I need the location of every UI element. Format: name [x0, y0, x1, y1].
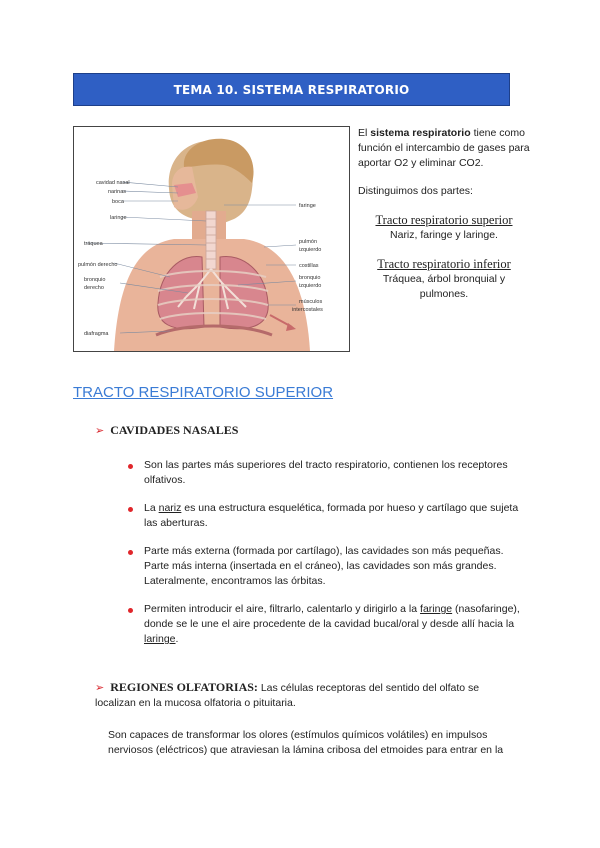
label-bronquio-izquierdo-2: izquierdo — [299, 283, 322, 289]
label-intercostales: intercostales — [292, 307, 323, 313]
label-costillas: costillas — [299, 263, 319, 269]
label-bronquio-derecho-2: derecho — [84, 285, 104, 291]
lower-tract-title: Tracto respiratorio inferior — [377, 257, 511, 271]
bullet-text: . — [175, 633, 179, 645]
bullet-text: (nasofaringe), donde se le une el aire procedente de la cavidad bucal/oral y desde allí hacia la — [144, 603, 520, 630]
olfatorio-paragraph: Son capaces de transformar los olores (estímulos químicos volátiles) en impulsos nerviosos (eléctricos) que atraviesan la lámina cribosa del etmoides para entrar en la — [108, 729, 504, 756]
intro-paragraph — [358, 126, 530, 171]
bullet-icon — [128, 608, 133, 613]
list-item — [128, 602, 523, 647]
intro-p1-bold: sistema respiratorio — [370, 127, 471, 139]
label-bronquio-derecho: bronquio — [84, 277, 106, 283]
intro-p1-post: tiene como función el intercambio de gases para aportar O2 y eliminar CO2. — [358, 127, 530, 169]
lower-tract-box — [358, 257, 530, 302]
regiones-text: Las células receptoras del sentido del olfato se localizan en la mucosa olfatoria o pituitaria. — [95, 682, 480, 709]
respiratory-illustration — [74, 127, 349, 351]
cavidades-bullet-list — [128, 458, 523, 660]
page-title: TEMA 10. SISTEMA RESPIRATORIO — [173, 82, 410, 97]
section-heading: TRACTO RESPIRATORIO SUPERIOR — [73, 384, 334, 401]
upper-tract-box — [358, 213, 530, 243]
intro-p1-pre: El — [358, 127, 371, 139]
label-faringe: faringe — [299, 203, 316, 209]
label-laringe: laringe — [110, 215, 127, 221]
regiones-olfatorias — [95, 680, 515, 711]
subheading-regiones: REGIONES OLFATORIAS: — [110, 680, 258, 694]
subheading-cavidades-text: CAVIDADES NASALES — [110, 423, 239, 437]
bullet-text: Son las partes más superiores del tracto respiratorio, contienen los receptores olfativos. — [144, 459, 508, 486]
upper-tract-desc: Nariz, faringe y laringe. — [390, 229, 498, 241]
list-item — [128, 458, 523, 488]
label-boca: boca — [112, 199, 124, 205]
intro-text — [358, 126, 530, 302]
label-pulmon-izquierdo-2: izquierdo — [299, 247, 322, 253]
list-item — [128, 501, 523, 531]
label-pulmon-izquierdo: pulmón — [299, 239, 318, 245]
bullet-text: Parte más externa (formada por cartílago), las cavidades son más pequeñas. Parte más interna (insertada en el cráneo), las cavidades son más grandes. Lateralmente, encontramos las órbitas. — [144, 545, 504, 587]
bullet-text: es una estructura esquelética, formada por hueso y cartílago que sujeta las aberturas. — [144, 502, 519, 529]
label-traquea: tráquea — [84, 241, 103, 247]
subheading-cavidades — [95, 423, 238, 438]
term-laringe: laringe — [144, 633, 176, 645]
label-musculos: músculos — [299, 299, 323, 305]
label-bronquio-izquierdo: bronquio — [299, 275, 321, 281]
list-item — [128, 544, 523, 589]
arrow-icon: ➢ — [95, 424, 105, 437]
bullet-text: Permiten introducir el aire, filtrarlo, calentarlo y dirigirlo a la — [144, 603, 421, 615]
bullet-icon — [128, 507, 133, 512]
title-banner — [73, 73, 510, 106]
arrow-icon: ➢ — [95, 681, 105, 694]
intro-distinguish: Distinguimos dos partes: — [358, 185, 473, 197]
respiratory-system-figure — [73, 126, 350, 352]
label-diafragma: diafragma — [84, 331, 109, 337]
term-nariz: nariz — [158, 502, 182, 514]
bullet-icon — [128, 550, 133, 555]
label-narinas: narinas — [108, 189, 127, 195]
label-cavidad-nasal: cavidad nasal — [96, 180, 130, 186]
label-pulmon-derecho: pulmón derecho — [78, 262, 118, 268]
term-faringe: faringe — [420, 603, 453, 615]
bullet-text: La — [144, 502, 159, 514]
lower-tract-desc: Tráquea, árbol bronquial y pulmones. — [382, 273, 506, 300]
bullet-icon — [128, 464, 133, 469]
upper-tract-title: Tracto respiratorio superior — [375, 213, 513, 227]
